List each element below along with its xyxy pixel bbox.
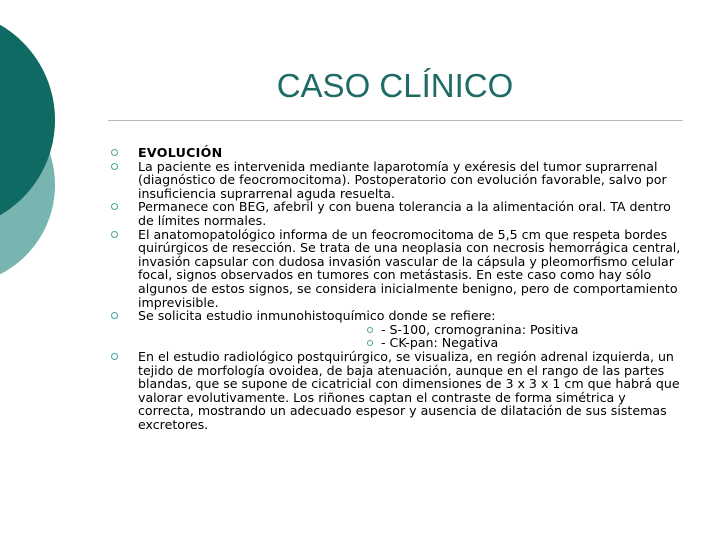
circle-sub-bullet-icon [367, 327, 373, 333]
bullet-text: El anatomopatológico informa de un feocromocitoma de 5,5 cm que respeta bordes quirúrgicos de resección. Se trata de una neoplasia con necrosis hemorrágica central, invasión capsular con dudosa invasión vascular de la cápsula y pleomorfismo celular focal, signos observados en tumores con metástasis. En este caso como hay sólo algunos de estos signos, se considera inicialmente benigno, pero de comportamiento imprevisible. [138, 226, 681, 310]
bullet-item-pathology [111, 228, 681, 310]
bullet-item-evolucion [111, 146, 681, 160]
sub-bullet-text: - CK-pan: Negativa [381, 335, 499, 351]
circle-bullet-icon [111, 353, 118, 360]
circle-bullet-icon [111, 149, 118, 156]
circle-bullet-icon [111, 203, 118, 210]
bullet-list [111, 146, 681, 431]
circle-bullet-icon [111, 312, 118, 319]
bullet-item-intervention [111, 160, 681, 201]
circle-bullet-icon [111, 163, 118, 170]
bullet-item-immunohistochemistry [111, 309, 681, 323]
sub-bullet-text: - S-100, cromogranina: Positiva [381, 321, 579, 337]
sub-bullet-item [111, 323, 681, 337]
slide-title: CASO CLÍNICO [276, 67, 514, 104]
circle-sub-bullet-icon [367, 340, 373, 346]
bullet-heading: EVOLUCIÓN [138, 145, 223, 160]
bullet-item-radiology [111, 350, 681, 432]
circle-bullet-icon [111, 231, 118, 238]
bullet-item-status [111, 200, 681, 227]
bullet-text: Permanece con BEG, afebril y con buena tolerancia a la alimentación oral. TA dentro de límites normales. [138, 199, 671, 228]
decorative-circles [0, 0, 60, 300]
bullet-text: Se solicita estudio inmunohistoquímico donde se refiere: [138, 308, 496, 324]
bullet-text: La paciente es intervenida mediante laparotomía y exéresis del tumor suprarrenal (diagnóstico de feocromocitoma). Postoperatorio con evolución favorable, salvo por insuficiencia suprarrenal aguda resuelta. [138, 158, 667, 201]
sub-bullet-item [111, 336, 681, 350]
title-divider [108, 120, 683, 121]
bullet-text: En el estudio radiológico postquirúrgico, se visualiza, en región adrenal izquierda, un tejido de morfología ovoidea, de baja atenuación, aunque en el rango de las partes blandas, que se supone de cicatricial con dimensiones de 3 x 3 x 1 cm que habrá que valorar evolutivamente. Los riñones captan el contraste de forma simétrica y correcta, mostrando un adecuado espesor y ausencia de dilatación de sus sistemas excretores. [138, 348, 680, 432]
